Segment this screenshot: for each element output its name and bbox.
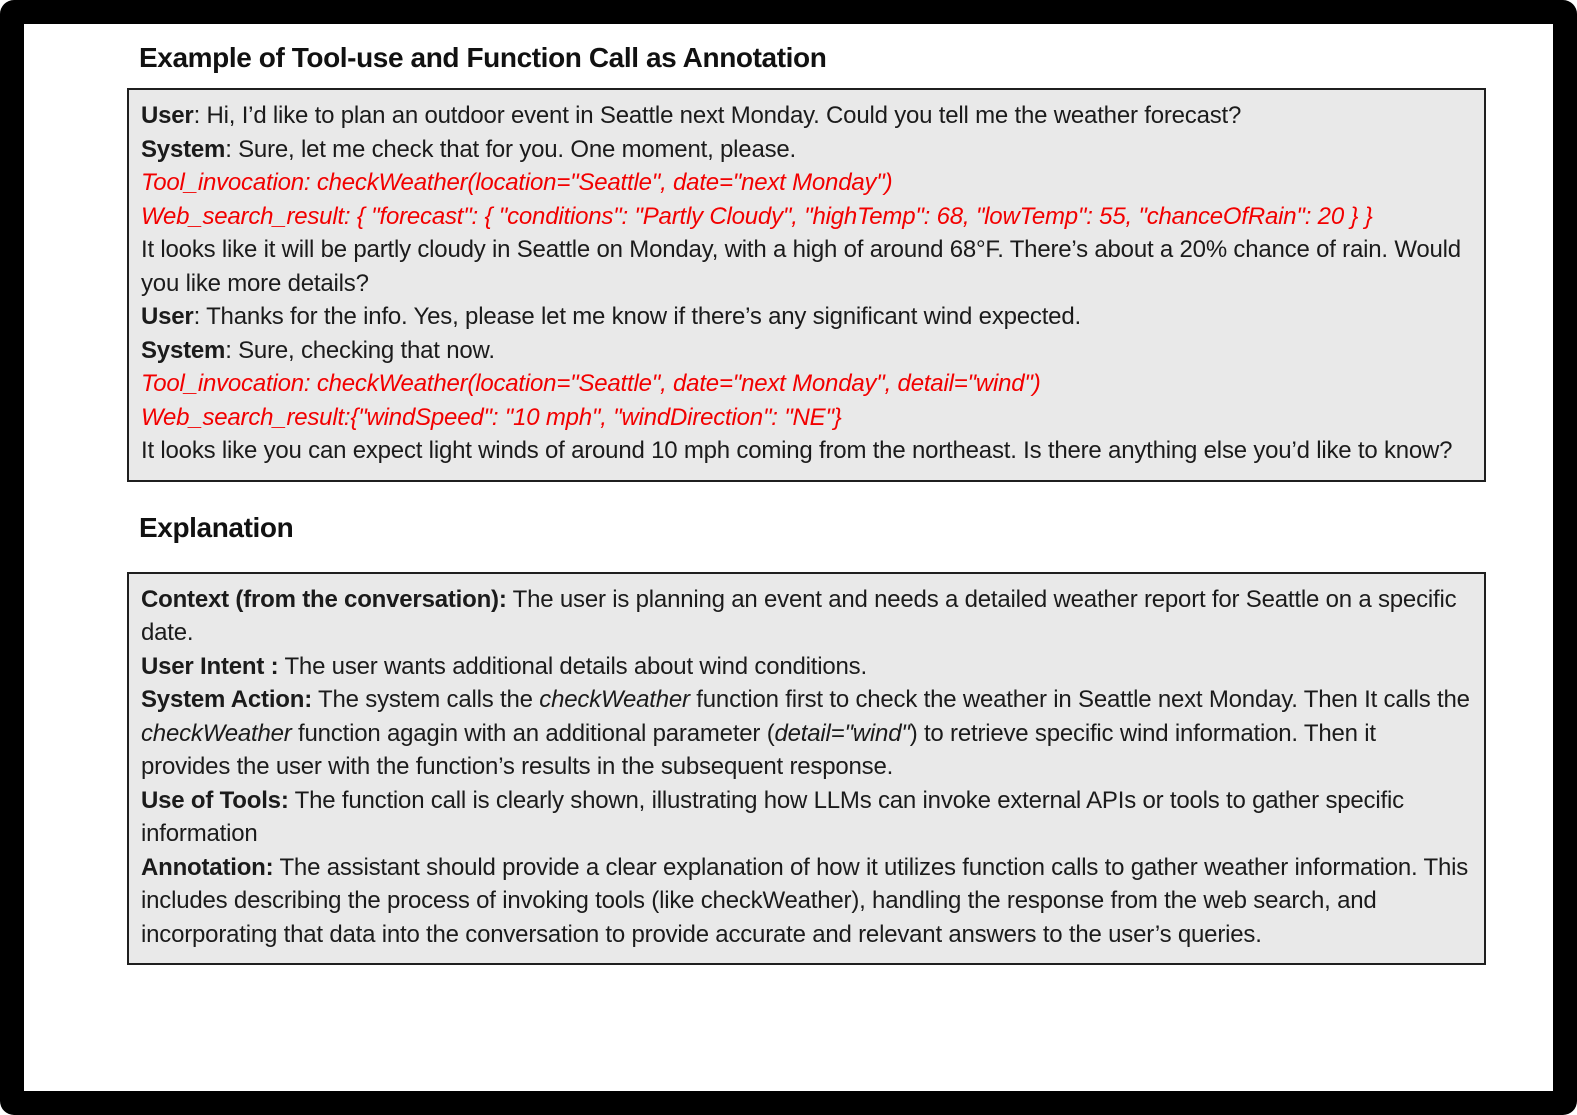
assistant-response-2: It looks like you can expect light winds of around 10 mph coming from the northeast. Is there anything else you’d like to know? bbox=[141, 437, 1453, 464]
explanation-box bbox=[127, 572, 1486, 966]
explanation-label: Annotation: bbox=[141, 853, 274, 881]
explanation-text: ) to retrieve specific wind information. Then it provides the user with the function’s results in the subsequent response. bbox=[141, 719, 1376, 780]
figure-title: Example of Tool-use and Function Call as Annotation bbox=[139, 42, 827, 73]
web-search-result-line-1: Web_search_result: { "forecast": { "conditions": "Partly Cloudy", "highTemp": 68, "lowTemp": 55, "chanceOfRain": 20 } } bbox=[141, 202, 1373, 230]
explanation-label: User Intent : bbox=[141, 652, 279, 680]
speaker-label: System bbox=[141, 336, 226, 364]
explanation-text: The user is planning an event and needs a detailed weather report for Seattle on a specific date. bbox=[141, 585, 1457, 646]
assistant-response-1: It looks like it will be partly cloudy in Seattle on Monday, with a high of around 68°F. There’s about a 20% chance of rain. Would you like more details? bbox=[141, 236, 1461, 297]
dialogue-text: : Sure, let me check that for you. One moment, please. bbox=[225, 135, 797, 163]
explanation-annotation bbox=[141, 851, 1470, 952]
explanation-system-action bbox=[141, 683, 1470, 784]
explanation-context bbox=[141, 583, 1470, 650]
figure-canvas bbox=[24, 24, 1553, 1091]
dialogue-line-system-1 bbox=[141, 133, 1470, 167]
dialogue-line-system-2 bbox=[141, 334, 1470, 368]
explanation-label: System Action: bbox=[141, 686, 313, 713]
dialogue-line-user-2 bbox=[141, 300, 1470, 334]
function-name: checkWeather bbox=[539, 686, 690, 713]
explanation-text: function agagin with an additional parameter ( bbox=[291, 719, 775, 747]
conversation-box bbox=[127, 88, 1486, 482]
parameter-name: detail="wind" bbox=[774, 719, 910, 747]
speaker-label: User bbox=[141, 303, 194, 330]
explanation-use-of-tools bbox=[141, 784, 1470, 851]
dialogue-text: : Sure, checking that now. bbox=[225, 336, 495, 364]
dialogue-line-user-1 bbox=[141, 99, 1470, 133]
explanation-text: The function call is clearly shown, illustrating how LLMs can invoke external APIs or tools to gather specific information bbox=[141, 786, 1404, 847]
explanation-text: The system calls the bbox=[312, 686, 540, 713]
tool-invocation-line-1: Tool_invocation: checkWeather(location="Seattle", date="next Monday") bbox=[141, 169, 893, 196]
explanation-heading: Explanation bbox=[139, 511, 294, 543]
explanation-text: The user wants additional details about wind conditions. bbox=[278, 652, 867, 680]
function-name: checkWeather bbox=[141, 719, 292, 747]
speaker-label: User bbox=[141, 102, 194, 129]
tool-invocation-line-2: Tool_invocation: checkWeather(location="Seattle", date="next Monday", detail="wind") bbox=[141, 370, 1041, 397]
explanation-label: Use of Tools: bbox=[141, 786, 289, 814]
explanation-label: Context (from the conversation): bbox=[141, 585, 507, 613]
explanation-text: function first to check the weather in Seattle next Monday. Then It calls the bbox=[689, 686, 1470, 713]
explanation-text: The assistant should provide a clear explanation of how it utilizes function calls to gather weather information. This includes describing the process of invoking tools (like checkWeather), handling the response from the web search, and incorporating that data into the conversation to provide accurate and relevant answers to the user’s queries. bbox=[141, 853, 1469, 948]
explanation-user-intent bbox=[141, 650, 1470, 684]
web-search-result-line-2: Web_search_result:{"windSpeed": "10 mph", "windDirection": "NE"} bbox=[141, 403, 842, 431]
dialogue-text: : Hi, I’d like to plan an outdoor event in Seattle next Monday. Could you tell me the weather forecast? bbox=[193, 102, 1242, 129]
dialogue-text: : Thanks for the info. Yes, please let me know if there’s any significant wind expected. bbox=[193, 303, 1081, 330]
speaker-label: System bbox=[141, 135, 226, 163]
